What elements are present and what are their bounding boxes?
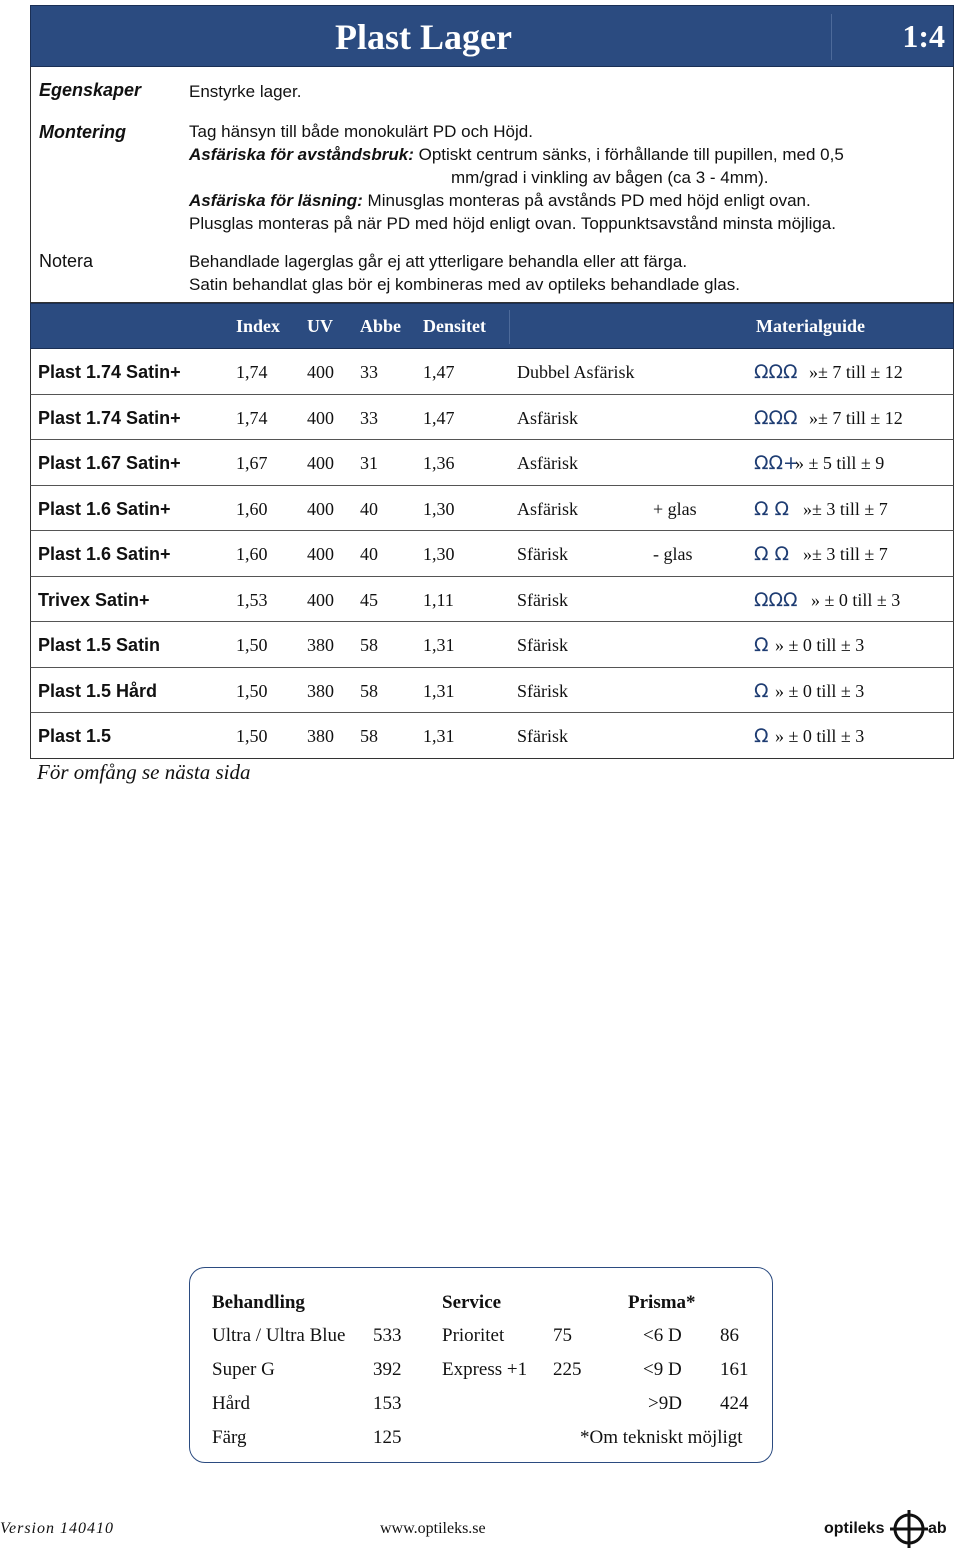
densitet-value: 1,11 [423,589,454,610]
page-header [30,5,954,67]
table-row [30,531,954,577]
index-value: 1,60 [236,544,268,564]
index-value: 1,74 [236,362,268,382]
page-title: Plast Lager [335,17,512,57]
abbe-value: 33 [360,362,378,382]
montering-line-2 [189,143,844,166]
behandling-heading: Behandling [212,1292,305,1313]
price-box [189,1267,773,1463]
notera-text [189,250,740,296]
notera-line-2: Satin behandlat glas bör ej kombineras med av optileks behandlade glas. [189,275,740,294]
montering-line-4 [189,189,844,212]
material-name: Plast 1.6 Satin+ [38,498,171,519]
prisma-heading: Prisma* [628,1292,696,1313]
abbe-value: 58 [360,680,378,701]
index-value: 1,50 [236,635,268,655]
egenskaper-label: Egenskaper [39,80,142,100]
behandling-1: Ultra / Ultra Blue [212,1325,346,1346]
service-heading: Service [442,1292,502,1313]
logo-text-left: optileks [824,1520,885,1537]
range-value: » ± 0 till ± 3 [775,680,865,701]
material-name: Plast 1.6 Satin+ [38,544,171,564]
omega-rating: ΩΩΩ [754,406,798,429]
densitet-value: 1,47 [423,362,455,382]
uv-value: 400 [307,362,334,382]
montering-text [189,120,844,235]
service-2: Express +1 [442,1359,528,1380]
range-value: » ± 0 till ± 3 [775,726,865,746]
notera-line-1: Behandlade lagerglas går ej att ytterligare behandla eller att färga. [189,252,688,271]
type-value: + glas [653,498,697,519]
omega-rating: Ω [754,725,769,747]
behandling-3-price: 153 [373,1393,402,1414]
range-footnote: För omfång se nästa sida [37,760,251,784]
asfariska-avstand-text: Optiskt centrum sänks, i förhållande till pupillen, med 0,5 [413,145,844,164]
uv-value: 380 [307,635,334,655]
design-value: Asfärisk [517,407,578,428]
material-name: Plast 1.74 Satin+ [38,407,181,428]
design-value: Asfärisk [517,453,578,473]
logo-text-right: ab [928,1520,947,1537]
design-value: Sfärisk [517,635,568,655]
col-abbe: Abbe [360,316,402,336]
header-divider [831,14,832,60]
uv-value: 400 [307,498,334,519]
design-value: Sfärisk [517,544,568,564]
behandling-1-price: 533 [373,1325,402,1346]
densitet-value: 1,31 [423,680,455,701]
col-densitet: Densitet [423,316,486,336]
crosshair-circle-icon [890,1510,928,1548]
densitet-value: 1,31 [423,635,455,655]
table-row [30,486,954,532]
col-materialguide: Materialguide [756,316,865,336]
omega-rating: Ω Ω [754,543,790,565]
material-name: Plast 1.74 Satin+ [38,362,181,382]
densitet-value: 1,31 [423,726,455,746]
densitet-value: 1,47 [423,407,455,428]
montering-label: Montering [39,122,126,142]
range-value: » ± 5 till ± 9 [795,453,885,473]
design-value: Sfärisk [517,589,568,610]
range-value: »± 7 till ± 12 [809,362,903,382]
material-name: Plast 1.5 Hård [38,680,158,701]
page-number: 1:4 [902,18,945,54]
website-link[interactable]: www.optileks.se [380,1520,486,1537]
design-value: Dubbel Asfärisk [517,362,635,382]
behandling-4-price: 125 [373,1427,402,1448]
uv-value: 380 [307,726,334,746]
uv-value: 400 [307,407,334,428]
uv-value: 400 [307,589,334,610]
table-row [30,713,954,759]
abbe-value: 33 [360,407,378,428]
index-value: 1,53 [236,589,268,610]
index-value: 1,67 [236,453,268,473]
material-name: Plast 1.5 Satin [38,635,161,655]
table-row [30,349,954,395]
prisma-2-price: 161 [720,1359,749,1380]
montering-line-1: Tag hänsyn till både monokulärt PD och Höjd. [189,122,533,141]
omega-rating: ΩΩ+ [754,452,799,474]
index-value: 1,50 [236,680,268,701]
index-value: 1,50 [236,726,268,746]
index-value: 1,74 [236,407,268,428]
montering-line-3: mm/grad i vinkling av bågen (ca 3 - 4mm). [451,168,769,187]
material-name: Plast 1.5 [38,726,112,746]
design-value: Asfärisk [517,498,578,519]
range-value: » ± 0 till ± 3 [811,589,901,610]
table-header [30,303,954,349]
densitet-value: 1,30 [423,544,455,564]
omega-rating: Ω [754,634,769,656]
table-row [30,577,954,623]
design-value: Sfärisk [517,680,568,701]
version-label: Version 140410 [0,1520,114,1537]
notera-label: Notera [39,251,94,271]
densitet-value: 1,30 [423,498,455,519]
header-separator [509,310,510,344]
table-row [30,622,954,668]
type-value: - glas [653,544,693,564]
uv-value: 400 [307,453,334,473]
montering-line-5: Plusglas monteras på när PD med höjd enligt ovan. Toppunktsavstånd minsta möjliga. [189,214,836,233]
info-box [30,67,954,303]
prisma-2: <9 D [643,1359,682,1380]
service-1: Prioritet [442,1325,505,1346]
omega-rating: ΩΩΩ [754,361,798,383]
table-row [30,440,954,486]
service-2-price: 225 [553,1359,582,1380]
prisma-1: <6 D [643,1325,682,1346]
company-logo [824,1508,960,1548]
abbe-value: 31 [360,453,378,473]
design-value: Sfärisk [517,726,568,746]
egenskaper-text: Enstyrke lager. [189,82,302,101]
prisma-3-price: 424 [720,1393,749,1414]
table-row [30,395,954,441]
behandling-2-price: 392 [373,1359,402,1380]
abbe-value: 45 [360,589,378,610]
abbe-value: 58 [360,726,378,746]
material-name: Trivex Satin+ [38,589,150,610]
material-name: Plast 1.67 Satin+ [38,453,181,473]
range-value: »± 7 till ± 12 [809,407,903,428]
material-table [30,349,954,759]
range-value: »± 3 till ± 7 [803,544,888,564]
index-value: 1,60 [236,498,268,519]
abbe-value: 40 [360,544,378,564]
abbe-value: 58 [360,635,378,655]
prisma-1-price: 86 [720,1325,739,1346]
prisma-note: *Om tekniskt möjligt [580,1427,743,1448]
service-1-price: 75 [553,1325,572,1346]
abbe-value: 40 [360,498,378,519]
behandling-4: Färg [212,1427,247,1448]
asfariska-lasning-text: Minusglas monteras på avstånds PD med höjd enligt ovan. [362,191,811,210]
omega-rating: Ω Ω [754,497,790,520]
prisma-3: >9D [648,1393,682,1414]
range-value: » ± 0 till ± 3 [775,635,865,655]
uv-value: 400 [307,544,334,564]
col-uv: UV [307,316,333,336]
uv-value: 380 [307,680,334,701]
behandling-2: Super G [212,1359,275,1380]
behandling-3: Hård [212,1393,250,1414]
table-row [30,668,954,714]
omega-rating: Ω [754,679,769,702]
densitet-value: 1,36 [423,453,455,473]
range-value: »± 3 till ± 7 [803,498,888,519]
col-index: Index [236,316,281,336]
asfariska-lasning-label: Asfäriska för läsning: [189,191,363,210]
omega-rating: ΩΩΩ [754,588,798,611]
asfariska-avstand-label: Asfäriska för avståndsbruk: [189,145,414,164]
